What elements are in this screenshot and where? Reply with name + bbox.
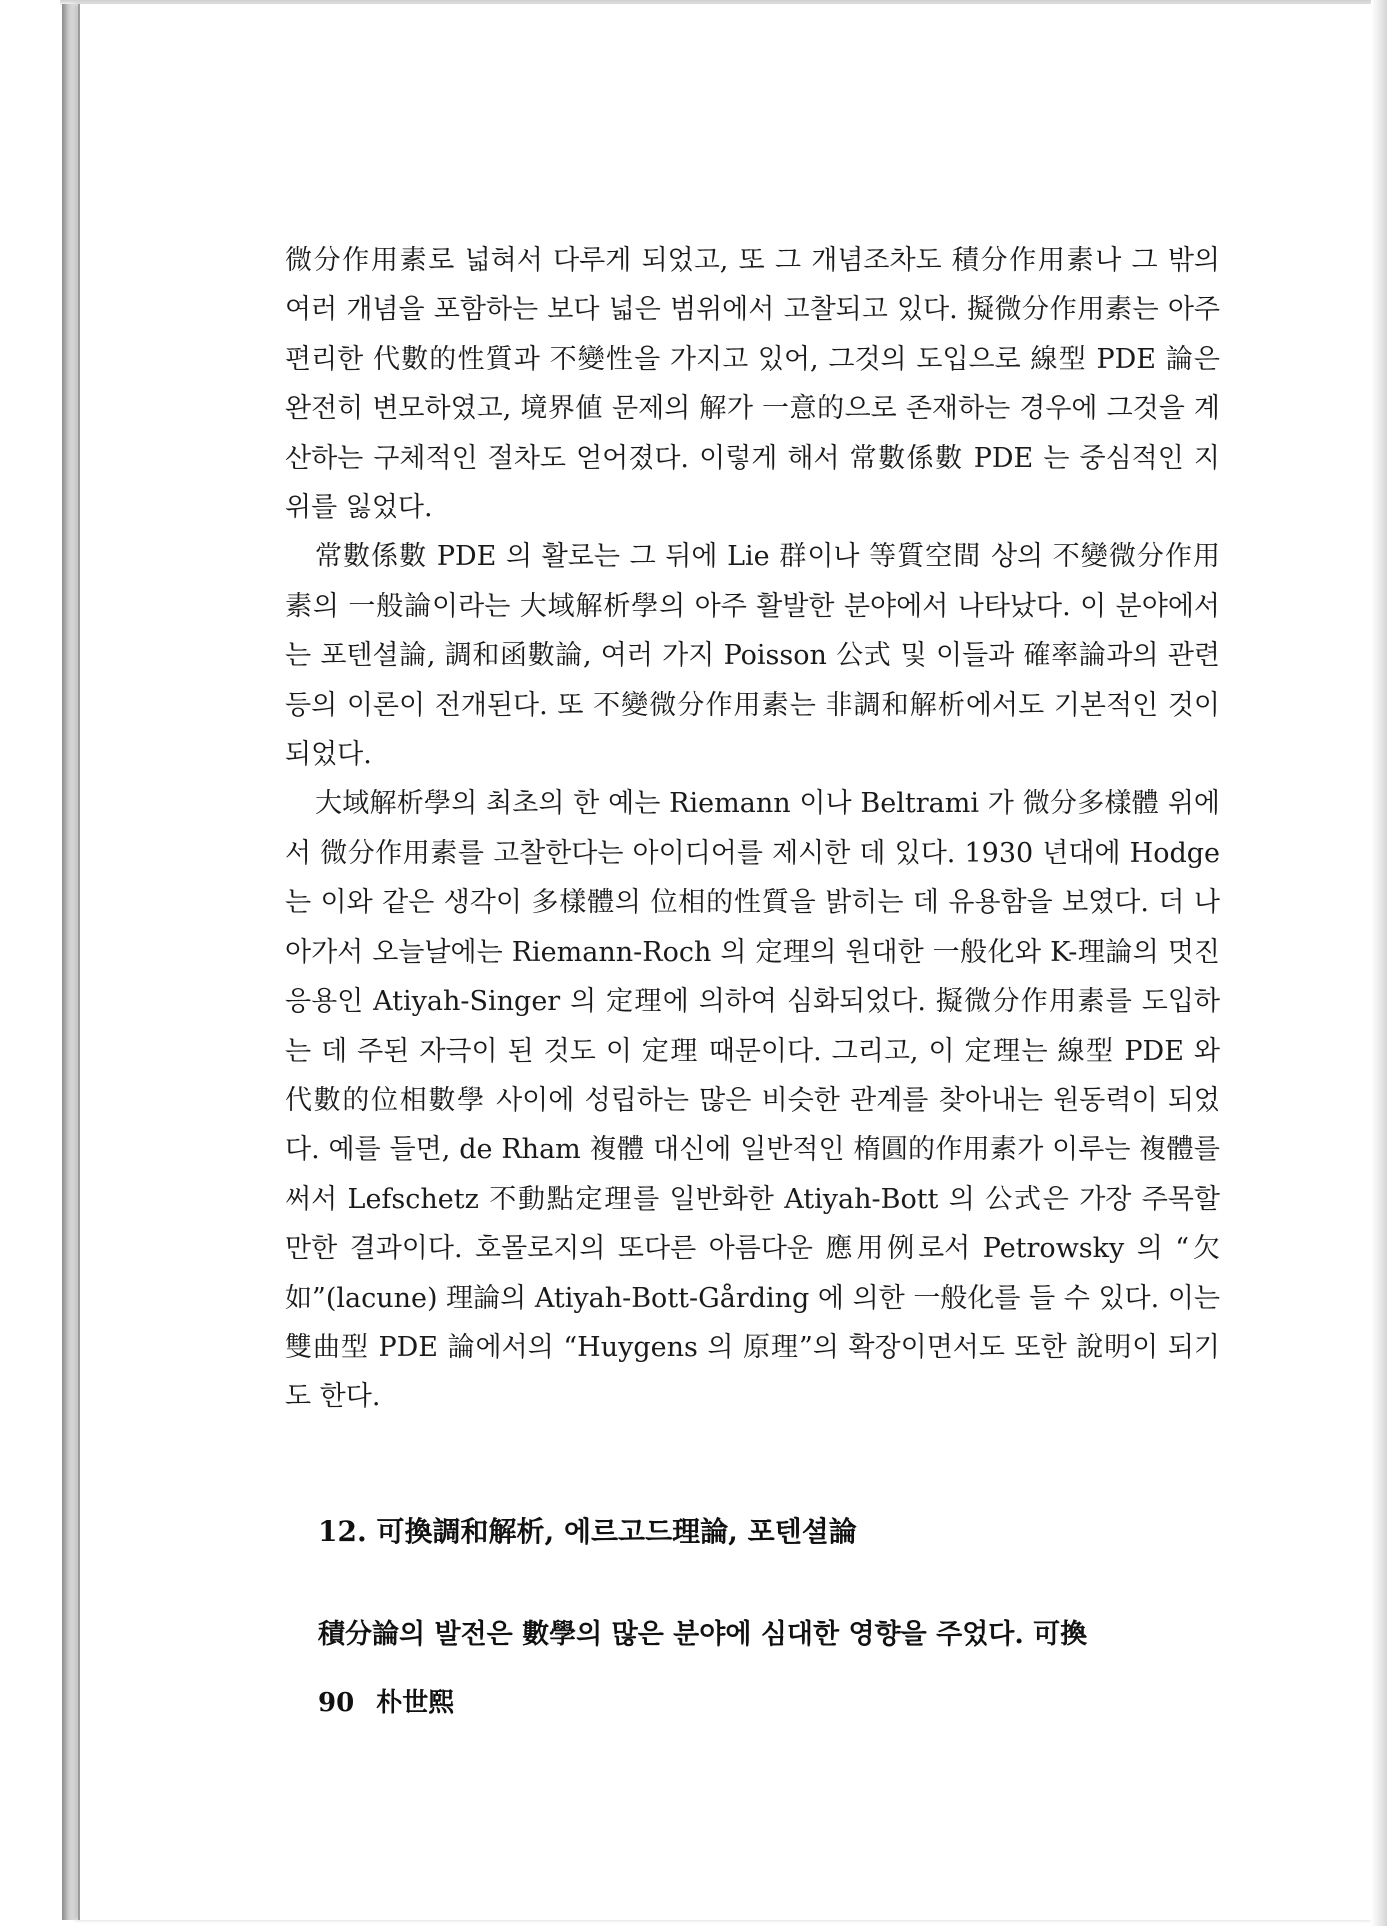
page-edge-left: [62, 4, 78, 1920]
page-footer: [318, 1682, 454, 1719]
page-number: 90: [318, 1688, 355, 1718]
body-text: [285, 236, 1220, 1422]
page-edge-right: [1371, 0, 1387, 1926]
author-name: 朴世熙: [376, 1688, 455, 1718]
paragraph-2: 常數係數 PDE 의 활로는 그 뒤에 Lie 群이나 等質空間 상의 不變微分作用素의 一般論이라는 大域解析學의 아주 활발한 분야에서 나타났다. 이 분야에서는 포텐셜論, 調和函數論, 여러 가지 Poisson 公式 및 이들과 確率論과의 관련 등의 이론이 전개된다. 또 不變微分作用素는 非調和解析에서도 기본적인 것이 되었다.: [285, 541, 1220, 771]
section-first-line: 積分論의 발전은 數學의 많은 분야에 심대한 영향을 주었다. 可換: [318, 1619, 1088, 1650]
paragraph-3: 大域解析學의 최초의 한 예는 Riemann 이나 Beltrami 가 微分多樣體 위에서 微分作用素를 고찰한다는 아이디어를 제시한 데 있다. 1930 년대에 Hodge 는 이와 같은 생각이 多樣體의 位相的性質을 밝히는 데 유용함을 보였다. 더 나아가서 오늘날에는 Riemann-Roch 의 定理의 원대한 一般化와 K-理論의 멋진 응용인 Atiyah-Singer 의 定理에 의하여 심화되었다. 擬微分作用素를 도입하는 데 주된 자극이 된 것도 이 定理 때문이다. 그리고, 이 定理는 線型 PDE 와 代數的位相數學 사이에 성립하는 많은 비슷한 관계를 찾아내는 원동력이 되었다. 예를 들면, de Rham 複體 대신에 일반적인 楕圓的作用素가 이루는 複體를 써서 Lefschetz 不動點定理를 일반화한 Atiyah-Bott 의 公式은 가장 주목할 만한 결과이다. 호몰로지의 또다른 아름다운 應用例로서 Petrowsky 의 “欠如”(lacune) 理論의 Atiyah-Bott-Gårding 에 의한 一般化를 들 수 있다. 이는 雙曲型 PDE 論에서의 “Huygens 의 原理”의 확장이면서도 또한 說明이 되기도 한다.: [285, 788, 1220, 1413]
section-heading: 12. 可換調和解析, 에르고드理論, 포텐셜論: [318, 1515, 857, 1548]
paragraph-1: 微分作用素로 넓혀서 다루게 되었고, 또 그 개념조차도 積分作用素나 그 밖의 여러 개념을 포함하는 보다 넓은 범위에서 고찰되고 있다. 擬微分作用素는 아주 편리한 代數的性質과 不變性을 가지고 있어, 그것의 도입으로 線型 PDE 論은 완전히 변모하였고, 境界値 문제의 解가 一意的으로 존재하는 경우에 그것을 계산하는 구체적인 절차도 얻어졌다. 이렇게 해서 常數係數 PDE 는 중심적인 지위를 잃었다.: [285, 245, 1220, 524]
